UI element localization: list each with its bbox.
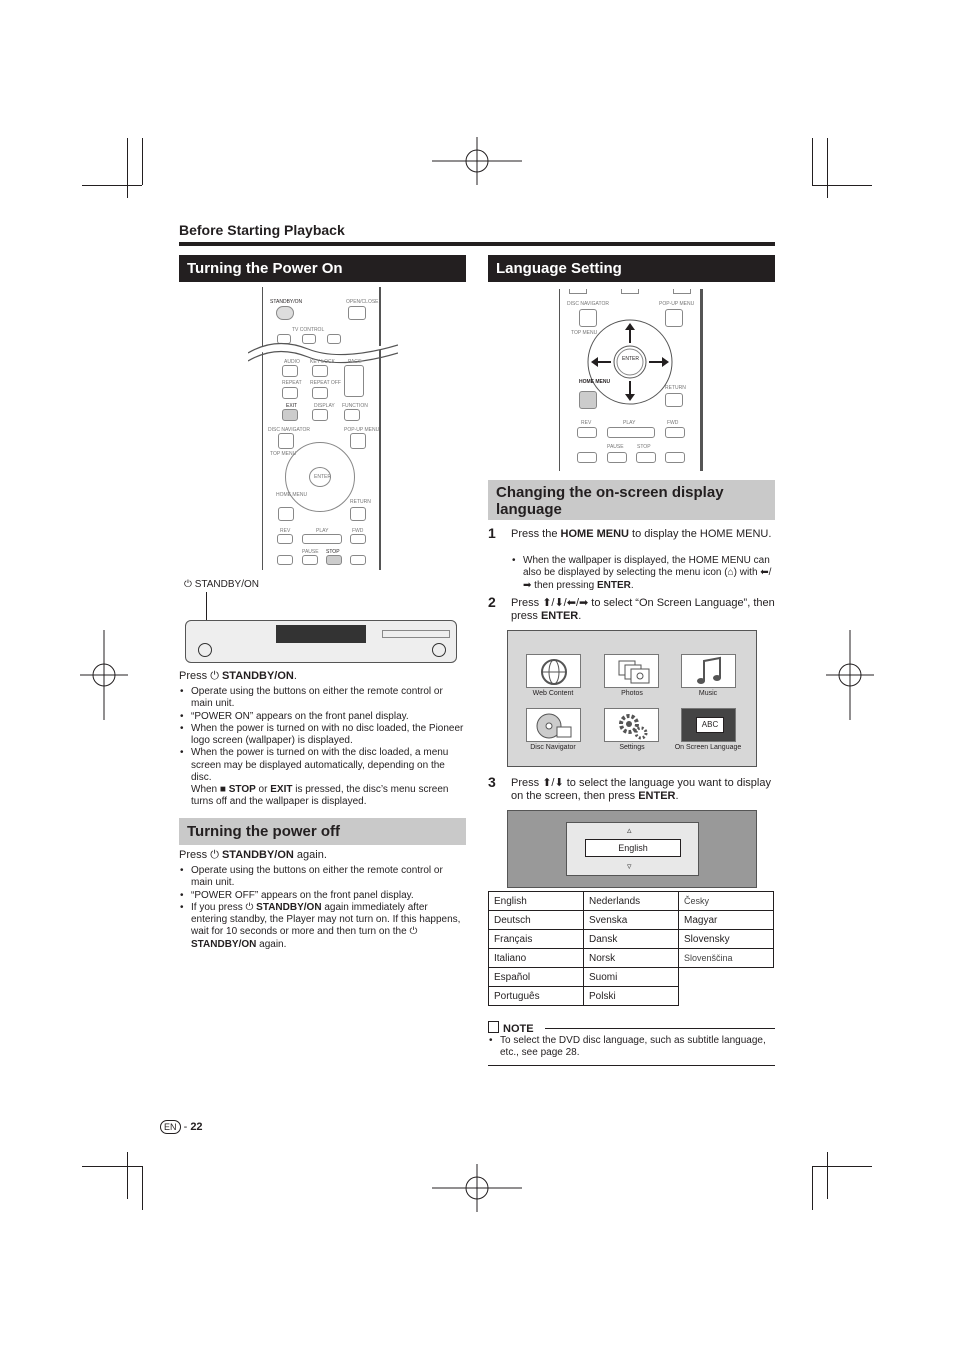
power-off-title: Turning the power off (179, 818, 466, 845)
power-icon: ⏻ (245, 901, 257, 913)
stop-icon: ■ (219, 784, 229, 795)
standby-callout-label: STANDBY/ON (194, 579, 259, 590)
note-title: NOTE (503, 1023, 534, 1035)
home-menu-button[interactable] (579, 391, 597, 409)
step3-strong: ENTER (638, 790, 676, 802)
fwd-label: FWD (352, 528, 364, 534)
language-selected-value[interactable]: English (585, 839, 681, 857)
table-cell-empty (679, 968, 774, 987)
function-label: FUNCTION (342, 403, 368, 409)
top-menu-label: TOP MENU (270, 451, 297, 457)
bullet-strong: ENTER (597, 579, 631, 591)
pause-button[interactable] (607, 452, 627, 463)
play-label: PLAY (623, 420, 636, 426)
header-rule (179, 242, 775, 246)
home-menu-label: HOME MENU (276, 492, 308, 498)
note-bottom-rule (488, 1065, 775, 1066)
next-button[interactable] (665, 452, 685, 463)
note-icon (488, 1021, 499, 1033)
power-on-title: Turning the Power On (179, 255, 466, 282)
repeat-off-button[interactable] (312, 387, 328, 399)
table-row (489, 930, 774, 949)
language-selector-box (566, 822, 699, 876)
return-button[interactable] (665, 393, 683, 407)
table-cell: English (489, 892, 584, 911)
list-item: • Operate using the buttons on either the remote control or main unit. (179, 865, 466, 890)
stop-strong: STOP (228, 784, 256, 795)
table-cell: Nederlands (584, 892, 679, 911)
globe-icon (527, 655, 582, 689)
list-item (179, 902, 466, 951)
fwd-label: FWD (667, 420, 679, 426)
rev-button[interactable] (277, 534, 293, 544)
table-cell: Dansk (584, 930, 679, 949)
remote-button-stub (621, 289, 639, 294)
on-screen-language-tile[interactable] (681, 708, 736, 742)
power-icon: ⏻ (409, 926, 418, 938)
note-heading (488, 1021, 534, 1035)
disc-nav-label: DISC NAVIGATOR (268, 427, 310, 433)
fwd-button[interactable] (350, 534, 366, 544)
tile-label: Music (698, 690, 718, 697)
b3-suffix: again. (256, 938, 287, 950)
music-tile[interactable] (681, 654, 736, 688)
table-row (489, 987, 774, 1006)
tile-label: Disc Navigator (530, 744, 576, 751)
fwd-button[interactable] (665, 427, 685, 438)
remote-control-illustration (262, 287, 382, 570)
when-or: or (255, 784, 271, 795)
table-row (489, 892, 774, 911)
disc-nav-label: DISC NAVIGATOR (567, 301, 609, 307)
power-icon: ⏻ (210, 849, 222, 861)
step1-suffix: to display the HOME MENU. (628, 528, 772, 540)
popup-label: POP-UP MENU (344, 427, 380, 433)
pause-button[interactable] (302, 555, 318, 565)
stop-button[interactable] (326, 555, 342, 565)
list-item: • “POWER OFF” appears on the front panel display. (179, 890, 466, 902)
photos-tile[interactable] (604, 654, 659, 688)
list-item: • “POWER ON” appears on the front panel display. (179, 711, 466, 723)
step-number: 2 (488, 594, 496, 610)
repeat-off-label: REPEAT OFF (310, 380, 341, 386)
table-cell: Español (489, 968, 584, 987)
settings-tile[interactable] (604, 708, 659, 742)
table-cell: Deutsch (489, 911, 584, 930)
popup-menu-button[interactable] (350, 433, 366, 449)
enter-label: ENTER (622, 356, 639, 362)
key-lock-button[interactable] (312, 365, 328, 377)
photos-icon (605, 655, 660, 689)
step2-text (511, 597, 775, 623)
stop-label: STOP (326, 549, 340, 555)
list-item: • When the power is turned on with no disc loaded, the Pioneer logo screen (wallpaper) is displayed. (179, 723, 466, 748)
when-stop-note (191, 784, 466, 809)
when-suffix: is pressed, the disc’s menu screen turns off and the wallpaper is displayed. (191, 784, 449, 808)
direction-pad[interactable] (585, 317, 675, 407)
page-number: 22 (190, 1121, 203, 1133)
rev-label: REV (280, 528, 291, 534)
power-icon: ⏻ (210, 670, 222, 682)
bullet-part: then pressing (531, 579, 597, 591)
music-note-icon (682, 655, 737, 689)
bullet-part: . (630, 579, 634, 591)
key-lock-label: KEY LOCK (310, 359, 335, 365)
table-cell: Polski (584, 987, 679, 1006)
bullet-part: ) with (733, 567, 761, 579)
press-suffix: again. (293, 849, 327, 861)
remote-button-stub (673, 289, 691, 294)
exit-strong: EXIT (270, 784, 293, 795)
footer-separator: - (183, 1121, 188, 1133)
stop-label: STOP (637, 444, 651, 450)
step1-prefix: Press the (511, 528, 561, 540)
step1-strong: HOME MENU (560, 528, 629, 540)
language-badge: EN (160, 1120, 181, 1134)
play-button[interactable] (302, 534, 342, 544)
table-cell: Svenska (584, 911, 679, 930)
step1-text (511, 528, 775, 541)
left-right-arrows-icon: ⬅/➡ (523, 567, 772, 591)
repeat-label: REPEAT (282, 380, 302, 386)
home-icon: ⌂ (727, 567, 734, 579)
return-label: RETURN (350, 499, 371, 505)
tile-label: Settings (619, 744, 645, 751)
table-cell: Magyar (679, 911, 774, 930)
remote-control-illustration (559, 289, 704, 471)
power-on-bullets (179, 686, 466, 784)
four-way-arrows-icon: ⬆/⬇/⬅/➡ (542, 597, 589, 609)
down-arrow-icon[interactable]: ▿ (627, 861, 632, 871)
standby-strong: STANDBY/ON (221, 670, 294, 682)
pause-label: PAUSE (607, 444, 624, 450)
note-rule (545, 1028, 775, 1029)
section-header: Before Starting Playback (179, 222, 345, 238)
table-row (489, 911, 774, 930)
table-cell: Česky (679, 892, 774, 911)
front-display (382, 630, 450, 638)
press-prefix: Press (179, 849, 211, 861)
b3-prefix: If you press (191, 901, 246, 913)
press-prefix: Press (179, 670, 211, 682)
power-on-instruction (179, 670, 466, 683)
top-menu-label: TOP MENU (571, 330, 598, 336)
step2-prefix: Press (511, 597, 543, 609)
disc-icon (527, 709, 582, 743)
tv-control-label: TV CONTROL (292, 327, 325, 333)
step3-text (511, 777, 775, 803)
power-icon: ⏻ (184, 579, 195, 590)
tile-label: On Screen Language (674, 744, 742, 751)
standby-knob[interactable] (198, 643, 212, 657)
player-front-panel (185, 620, 457, 663)
return-label: RETURN (665, 385, 686, 391)
step1-bullets (511, 555, 775, 592)
power-off-bullets (179, 865, 466, 951)
tile-label: Web Content (532, 690, 574, 697)
prev-button[interactable] (277, 555, 293, 565)
audio-label: AUDIO (284, 359, 300, 365)
table-row (489, 968, 774, 987)
page-footer (160, 1120, 203, 1134)
power-off-instruction (179, 849, 466, 862)
home-menu-button[interactable] (278, 507, 294, 521)
up-down-arrows-icon: ⬆/⬇ (542, 777, 564, 789)
table-cell: Slovensky (679, 930, 774, 949)
remote-button-stub (569, 289, 587, 294)
disc-tray (276, 625, 366, 643)
enter-label: ENTER (314, 474, 331, 480)
abc-icon: ABC (696, 717, 724, 733)
home-menu-screen (507, 630, 757, 767)
page-button[interactable] (344, 365, 364, 397)
display-button[interactable] (312, 409, 328, 421)
standby-button[interactable] (276, 306, 294, 320)
standby-strong: STANDBY/ON (221, 849, 294, 861)
exit-label: EXIT (286, 403, 298, 409)
table-cell: Norsk (584, 949, 679, 968)
step3-prefix: Press (511, 777, 543, 789)
table-row (489, 949, 774, 968)
standby-label: STANDBY/ON (270, 299, 303, 305)
table-cell: Português (489, 987, 584, 1006)
rev-label: REV (581, 420, 592, 426)
page-label: PAGE (348, 359, 362, 365)
pause-label: PAUSE (302, 549, 319, 555)
disc-navigator-button[interactable] (278, 433, 294, 449)
function-button[interactable] (344, 409, 360, 421)
language-selector-screen (507, 810, 757, 888)
display-label: DISPLAY (314, 403, 335, 409)
list-item (511, 555, 775, 592)
osd-language-title: Changing the on-screen display language (488, 480, 775, 520)
gear-icon (605, 709, 660, 743)
popup-label: POP-UP MENU (659, 301, 695, 307)
table-cell: Français (489, 930, 584, 949)
open-close-button[interactable] (348, 306, 366, 320)
audio-button[interactable] (282, 365, 298, 377)
language-setting-title: Language Setting (488, 255, 775, 282)
b3-mid: again immediately after entering standby, the Player may not turn on. If this happens, wait for 10 seconds or more and then turn on the (191, 901, 461, 938)
volume-knob[interactable] (432, 643, 446, 657)
press-suffix: . (293, 670, 297, 682)
table-cell-empty (679, 987, 774, 1006)
languages-table (488, 891, 774, 1006)
stop-button[interactable] (636, 452, 656, 463)
disc-navigator-tile[interactable] (526, 708, 581, 742)
table-cell: Slovenščina (679, 949, 774, 968)
up-arrow-icon[interactable]: ▵ (627, 825, 632, 835)
b3-strong: STANDBY/ON (191, 938, 257, 950)
when-prefix: When (191, 784, 220, 795)
step-number: 1 (488, 525, 496, 541)
exit-button[interactable] (282, 409, 298, 421)
table-cell: Italiano (489, 949, 584, 968)
open-close-label: OPEN/CLOSE (346, 299, 379, 305)
web-content-tile[interactable] (526, 654, 581, 688)
list-item: • To select the DVD disc language, such as subtitle language, etc., see page 28. (488, 1035, 775, 1060)
step3-suffix: . (675, 790, 679, 802)
note-bullets (488, 1035, 775, 1060)
tile-label: Photos (621, 690, 643, 697)
list-item: • When the power is turned on with the disc loaded, a menu screen may be displayed automatically, depending on the disc. (179, 747, 466, 784)
return-button[interactable] (350, 507, 366, 521)
next-button[interactable] (350, 555, 366, 565)
step2-suffix: . (578, 610, 582, 622)
step2-strong: ENTER (540, 610, 579, 622)
list-item: • Operate using the buttons on either the remote control or main unit. (179, 686, 466, 711)
home-menu-label: HOME MENU (579, 379, 611, 385)
repeat-button[interactable] (282, 387, 298, 399)
standby-callout (184, 579, 259, 590)
table-cell: Suomi (584, 968, 679, 987)
rev-button[interactable] (577, 427, 597, 438)
prev-button[interactable] (577, 452, 597, 463)
b3-strong: STANDBY/ON (256, 901, 322, 913)
step-number: 3 (488, 774, 496, 790)
play-label: PLAY (316, 528, 329, 534)
bullet-part: When the wallpaper is displayed, the HOME MENU can also be displayed by selecting the menu icon ( (523, 555, 770, 579)
play-button[interactable] (607, 427, 655, 438)
step3-mid: to select the language you want to display on the screen, then press (511, 777, 771, 802)
step2-mid: to select “On Screen Language”, then press (511, 597, 775, 622)
